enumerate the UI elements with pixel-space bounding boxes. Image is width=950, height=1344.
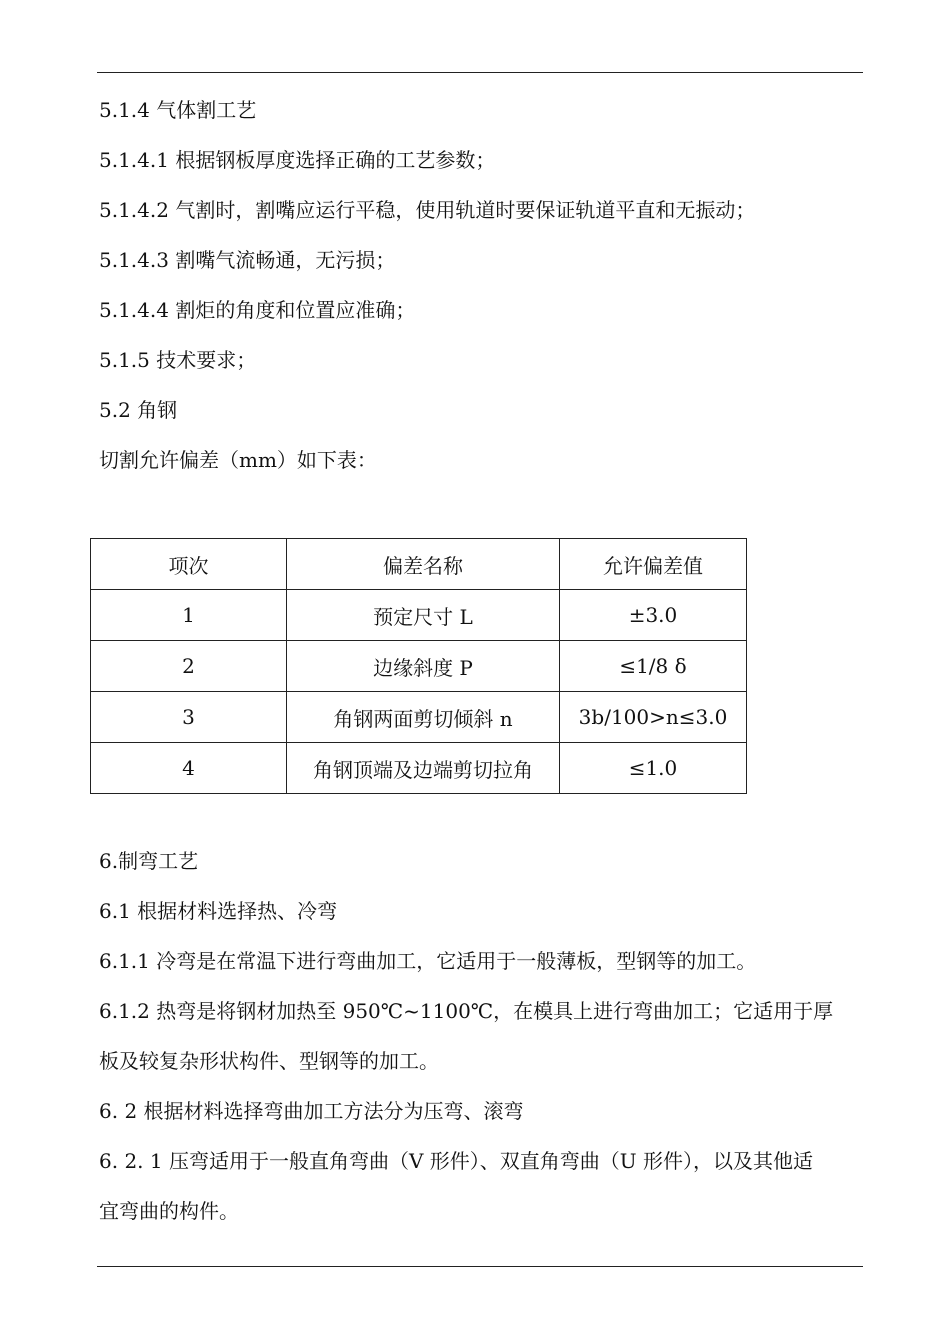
paragraph-6-2-1-cont: 宜弯曲的构件。: [99, 1199, 239, 1223]
table-cell: 角钢顶端及边端剪切拉角: [287, 743, 560, 794]
table-cell: 边缘斜度 P: [287, 641, 560, 692]
section-heading-5-1-5: 5.1.5 技术要求；: [99, 348, 257, 372]
table-cell: 4: [91, 743, 287, 794]
footer-rule: [97, 1266, 863, 1267]
deviation-table: [90, 538, 747, 794]
table-row: [91, 590, 747, 641]
table-header-cell: 项次: [91, 539, 287, 590]
paragraph-6-2-1: 6. 2. 1 压弯适用于一般直角弯曲（V 形件）、双直角弯曲（U 形件），以及其他适: [99, 1149, 813, 1173]
section-heading-6: 6.制弯工艺: [99, 849, 199, 873]
section-heading-6-1: 6.1 根据材料选择热、冷弯: [99, 899, 338, 923]
paragraph-6-1-2: 6.1.2 热弯是将钢材加热至 950℃~1100℃，在模具上进行弯曲加工；它适用于厚: [99, 999, 834, 1023]
section-heading-6-2: 6. 2 根据材料选择弯曲加工方法分为压弯、滚弯: [99, 1099, 524, 1123]
table-cell: 角钢两面剪切倾斜 n: [287, 692, 560, 743]
table-caption: 切割允许偏差（mm）如下表：: [99, 448, 377, 472]
table-cell: 3b/100>n≤3.0: [560, 692, 747, 743]
table-header-row: [91, 539, 747, 590]
table-cell: 3: [91, 692, 287, 743]
paragraph-5-1-4-1: 5.1.4.1 根据钢板厚度选择正确的工艺参数；: [99, 148, 496, 172]
paragraph-6-1-2-cont: 板及较复杂形状构件、型钢等的加工。: [99, 1049, 439, 1073]
table-row: [91, 743, 747, 794]
table-cell: ≤1/8 δ: [560, 641, 747, 692]
paragraph-5-1-4-2: 5.1.4.2 气割时，割嘴应运行平稳，使用轨道时要保证轨道平直和无振动；: [99, 198, 756, 222]
section-heading-5-1-4: 5.1.4 气体割工艺: [99, 98, 257, 122]
header-rule: [97, 72, 863, 73]
table-cell: ≤1.0: [560, 743, 747, 794]
table-row: [91, 692, 747, 743]
section-heading-5-2: 5.2 角钢: [99, 398, 178, 422]
table-cell: 1: [91, 590, 287, 641]
paragraph-5-1-4-4: 5.1.4.4 割炬的角度和位置应准确；: [99, 298, 416, 322]
table-header-cell: 偏差名称: [287, 539, 560, 590]
paragraph-5-1-4-3: 5.1.4.3 割嘴气流畅通，无污损；: [99, 248, 396, 272]
table-cell: 预定尺寸 L: [287, 590, 560, 641]
table-row: [91, 641, 747, 692]
paragraph-6-1-1: 6.1.1 冷弯是在常温下进行弯曲加工，它适用于一般薄板，型钢等的加工。: [99, 949, 757, 973]
table-cell: ±3.0: [560, 590, 747, 641]
table-header-cell: 允许偏差值: [560, 539, 747, 590]
table-cell: 2: [91, 641, 287, 692]
